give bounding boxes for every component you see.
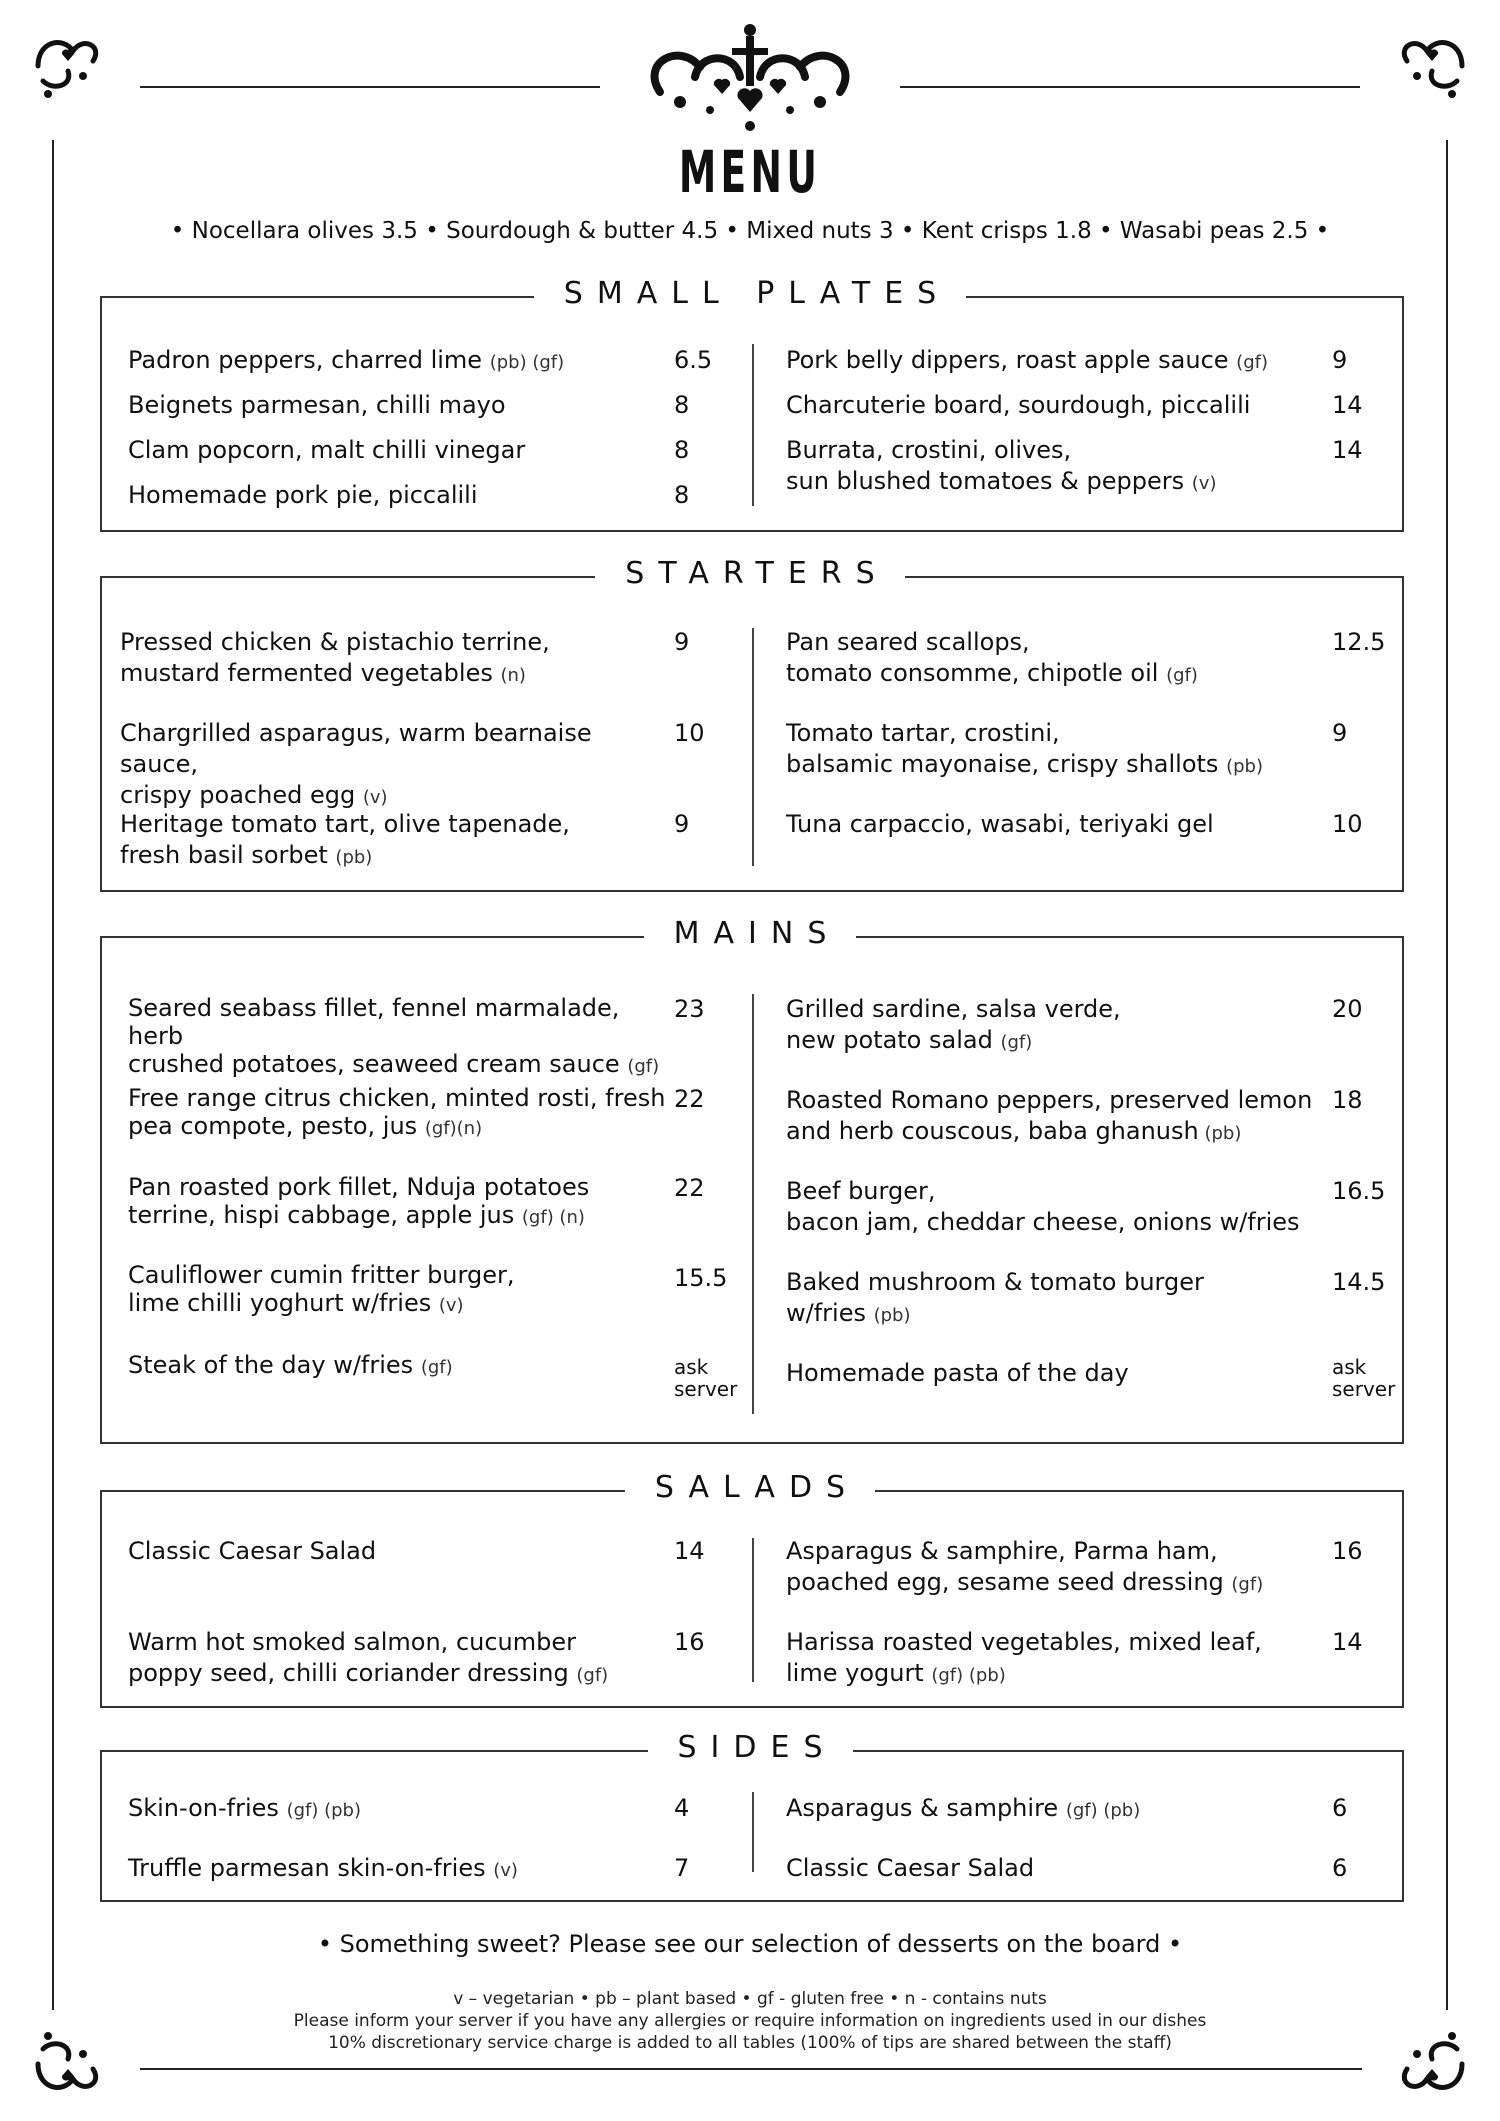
menu-item: Asparagus & samphire (gf) (pb) — [786, 1794, 1141, 1822]
item-price: 22 — [674, 1085, 705, 1113]
item-price: 9 — [1332, 719, 1348, 747]
menu-item: Asparagus & samphire, Parma ham, poached egg, sesame seed dressing (gf) — [786, 1537, 1264, 1596]
item-price: 14 — [1332, 436, 1363, 464]
menu-item: Charcuterie board, sourdough, piccalili — [786, 391, 1251, 419]
menu-item: Tuna carpaccio, wasabi, teriyaki gel — [786, 810, 1214, 838]
service-charge-note: 10% discretionary service charge is added to all tables (100% of tips are shared between the staff) — [328, 2033, 1172, 2053]
sides-divider — [752, 1792, 754, 1872]
mains-heading: MAINS — [0, 916, 1500, 951]
item-price: 4 — [674, 1794, 690, 1822]
item-price: 23 — [674, 995, 705, 1023]
item-price: 14.5 — [1332, 1268, 1386, 1296]
small-plates-heading: SMALL PLATES — [0, 276, 1500, 311]
small-plates-divider — [752, 344, 754, 506]
corner-ornament-top-left-icon — [28, 26, 108, 106]
nibbles-line: • Nocellara olives 3.5 • Sourdough & butter 4.5 • Mixed nuts 3 • Kent crisps 1.8 • Wasabi peas 2.5 • — [170, 218, 1330, 244]
menu-item: Truffle parmesan skin-on-fries (v) — [128, 1854, 518, 1882]
item-price: 10 — [674, 719, 705, 747]
item-price: ask server — [674, 1355, 738, 1401]
top-rule-right — [900, 86, 1360, 88]
item-price: 6 — [1332, 1854, 1348, 1882]
menu-item: Warm hot smoked salmon, cucumber poppy seed, chilli coriander dressing (gf) — [128, 1628, 609, 1687]
item-price: 14 — [1332, 1628, 1363, 1656]
item-price: 18 — [1332, 1086, 1363, 1114]
starters-divider — [752, 628, 754, 866]
menu-item: Roasted Romano peppers, preserved lemon and herb couscous, baba ghanush (pb) — [786, 1086, 1313, 1145]
item-price: 8 — [674, 436, 690, 464]
allergy-note: Please inform your server if you have any allergies or require information on ingredients used in our dishes — [293, 2011, 1207, 2031]
bottom-rule — [140, 2068, 1362, 2070]
menu-item: Pork belly dippers, roast apple sauce (gf) — [786, 346, 1268, 374]
item-price: 15.5 — [674, 1264, 728, 1292]
item-price: 22 — [674, 1174, 705, 1202]
dietary-legend: v – vegetarian • pb – plant based • gf - gluten free • n - contains nuts — [453, 1989, 1047, 2009]
item-price: 12.5 — [1332, 628, 1386, 656]
menu-item: Steak of the day w/fries (gf) — [128, 1351, 453, 1379]
item-price: 8 — [674, 481, 690, 509]
item-price: 9 — [674, 810, 690, 838]
menu-item: Pan roasted pork fillet, Nduja potatoes terrine, hispi cabbage, apple jus (gf) (n) — [128, 1173, 590, 1229]
item-price: 16 — [674, 1628, 705, 1656]
salads-divider — [752, 1538, 754, 1682]
corner-ornament-top-right-icon — [1392, 26, 1472, 106]
menu-item: Beignets parmesan, chilli mayo — [128, 391, 506, 419]
menu-item: Baked mushroom & tomato burger w/fries (pb) — [786, 1268, 1204, 1327]
menu-item: Grilled sardine, salsa verde, new potato salad (gf) — [786, 995, 1121, 1054]
item-price: 20 — [1332, 995, 1363, 1023]
dessert-note: • Something sweet? Please see our selection of desserts on the board • — [317, 1930, 1183, 1958]
item-price: 16.5 — [1332, 1177, 1386, 1205]
menu-item: Pan seared scallops, tomato consomme, chipotle oil (gf) — [786, 628, 1198, 687]
menu-item: Tomato tartar, crostini, balsamic mayonaise, crispy shallots (pb) — [786, 719, 1263, 778]
menu-item: Classic Caesar Salad — [128, 1537, 377, 1565]
item-price: 7 — [674, 1854, 690, 1882]
menu-item: Clam popcorn, malt chilli vinegar — [128, 436, 526, 464]
menu-item: Pressed chicken & pistachio terrine, mustard fermented vegetables (n) — [120, 628, 550, 687]
menu-item: Free range citrus chicken, minted rosti, fresh pea compote, pesto, jus (gf)(n) — [128, 1084, 666, 1140]
sides-heading: SIDES — [0, 1730, 1500, 1765]
item-price: 6 — [1332, 1794, 1348, 1822]
menu-item: Chargrilled asparagus, warm bearnaise sauce, crispy poached egg (v) — [120, 719, 592, 809]
menu-item: Beef burger, bacon jam, cheddar cheese, onions w/fries — [786, 1177, 1300, 1236]
item-price: 16 — [1332, 1537, 1363, 1565]
mains-divider — [752, 994, 754, 1414]
item-price: 9 — [674, 628, 690, 656]
item-price: ask server — [1332, 1355, 1396, 1401]
menu-item: Heritage tomato tart, olive tapenade, fresh basil sorbet (pb) — [120, 810, 570, 869]
menu-item: Classic Caesar Salad — [786, 1854, 1035, 1882]
starters-heading: STARTERS — [0, 556, 1500, 591]
top-rule-left — [140, 86, 600, 88]
menu-item: Cauliflower cumin fritter burger, lime chilli yoghurt w/fries (v) — [128, 1261, 515, 1317]
page-title: MENU — [678, 138, 822, 206]
menu-item: Padron peppers, charred lime (pb) (gf) — [128, 346, 565, 374]
menu-item: Burrata, crostini, olives, sun blushed tomatoes & peppers (v) — [786, 436, 1217, 495]
menu-item: Homemade pasta of the day — [786, 1359, 1129, 1387]
menu-item: Skin-on-fries (gf) (pb) — [128, 1794, 362, 1822]
item-price: 10 — [1332, 810, 1363, 838]
crown-logo — [640, 22, 860, 132]
menu-item: Homemade pork pie, piccalili — [128, 481, 478, 509]
item-price: 8 — [674, 391, 690, 419]
item-price: 14 — [674, 1537, 705, 1565]
salads-heading: SALADS — [0, 1470, 1500, 1505]
item-price: 9 — [1332, 346, 1348, 374]
menu-item: Seared seabass fillet, fennel marmalade, herb crushed potatoes, seaweed cream sauce (gf) — [128, 994, 660, 1078]
item-price: 14 — [1332, 391, 1363, 419]
item-price: 6.5 — [674, 346, 713, 374]
menu-item: Harissa roasted vegetables, mixed leaf, lime yogurt (gf) (pb) — [786, 1628, 1262, 1687]
